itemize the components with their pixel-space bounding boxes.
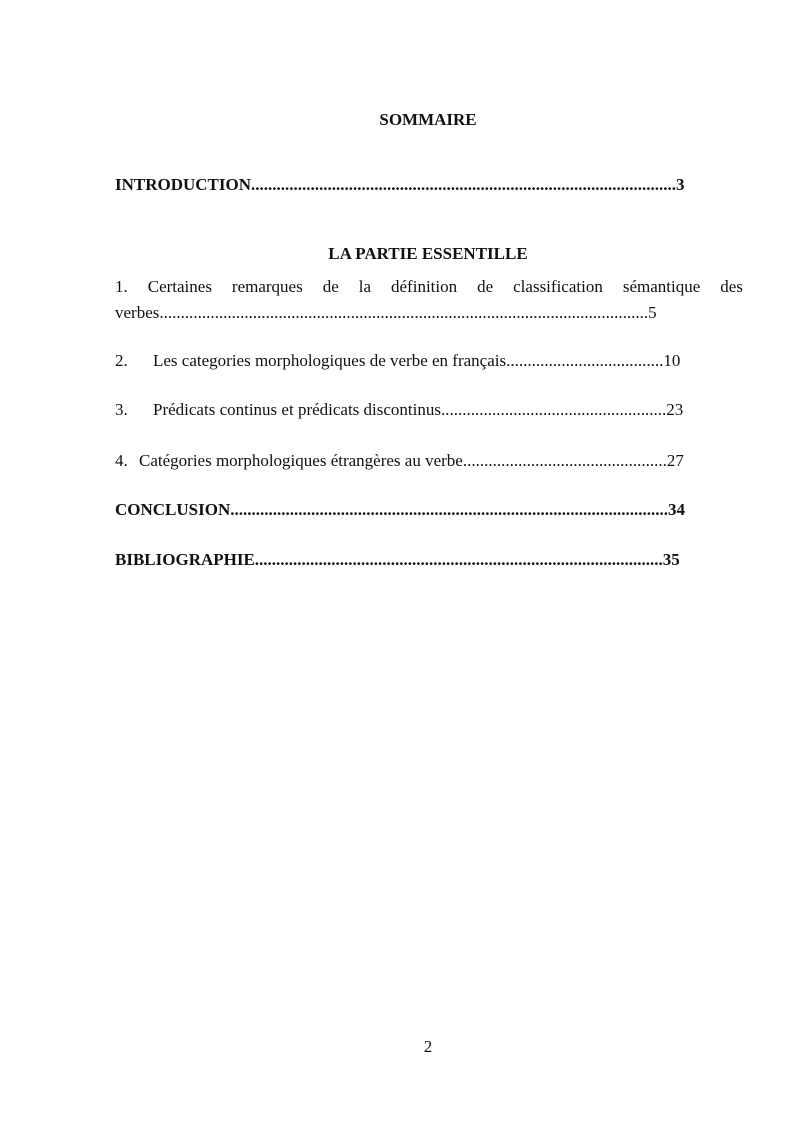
toc-entry-text: Prédicats continus et prédicats discontinus.....................................................23 bbox=[153, 400, 684, 419]
toc-word: classification bbox=[513, 277, 603, 296]
toc-entry-2 bbox=[115, 351, 680, 371]
toc-entry-1-line-2: verbes...................................................................................................................5 bbox=[115, 303, 657, 322]
toc-entry-conclusion: CONCLUSION.......................................................................................................34 bbox=[115, 500, 685, 519]
toc-entry-text: Les categories morphologiques de verbe en français.....................................10 bbox=[153, 351, 681, 370]
toc-word: définition bbox=[391, 277, 458, 296]
page-number: 2 bbox=[423, 1037, 433, 1056]
toc-entry-1-line-1 bbox=[115, 277, 743, 297]
toc-entry-number: 3. bbox=[115, 400, 128, 419]
toc-entry-text: Catégories morphologiques étrangères au verbe................................................27 bbox=[139, 451, 684, 470]
section-title: LA PARTIE ESSENTILLE bbox=[328, 244, 528, 263]
toc-word: de bbox=[477, 277, 494, 296]
toc-entry-number: 4. bbox=[115, 451, 128, 470]
toc-word: des bbox=[720, 277, 743, 296]
toc-word: Certaines bbox=[147, 277, 212, 296]
toc-entry-number: 2. bbox=[115, 351, 128, 370]
toc-word: la bbox=[358, 277, 372, 296]
toc-word: de bbox=[322, 277, 339, 296]
toc-entry-3 bbox=[115, 400, 683, 420]
summary-title: SOMMAIRE bbox=[379, 110, 477, 129]
toc-word: 1. bbox=[115, 277, 128, 296]
toc-entry-bibliography: BIBLIOGRAPHIE................................................................................................35 bbox=[115, 550, 680, 569]
toc-entry-introduction: INTRODUCTION....................................................................................................3 bbox=[115, 175, 685, 194]
toc-word: remarques bbox=[231, 277, 303, 296]
toc-word: sémantique bbox=[622, 277, 701, 296]
toc-entry-4 bbox=[115, 451, 684, 471]
